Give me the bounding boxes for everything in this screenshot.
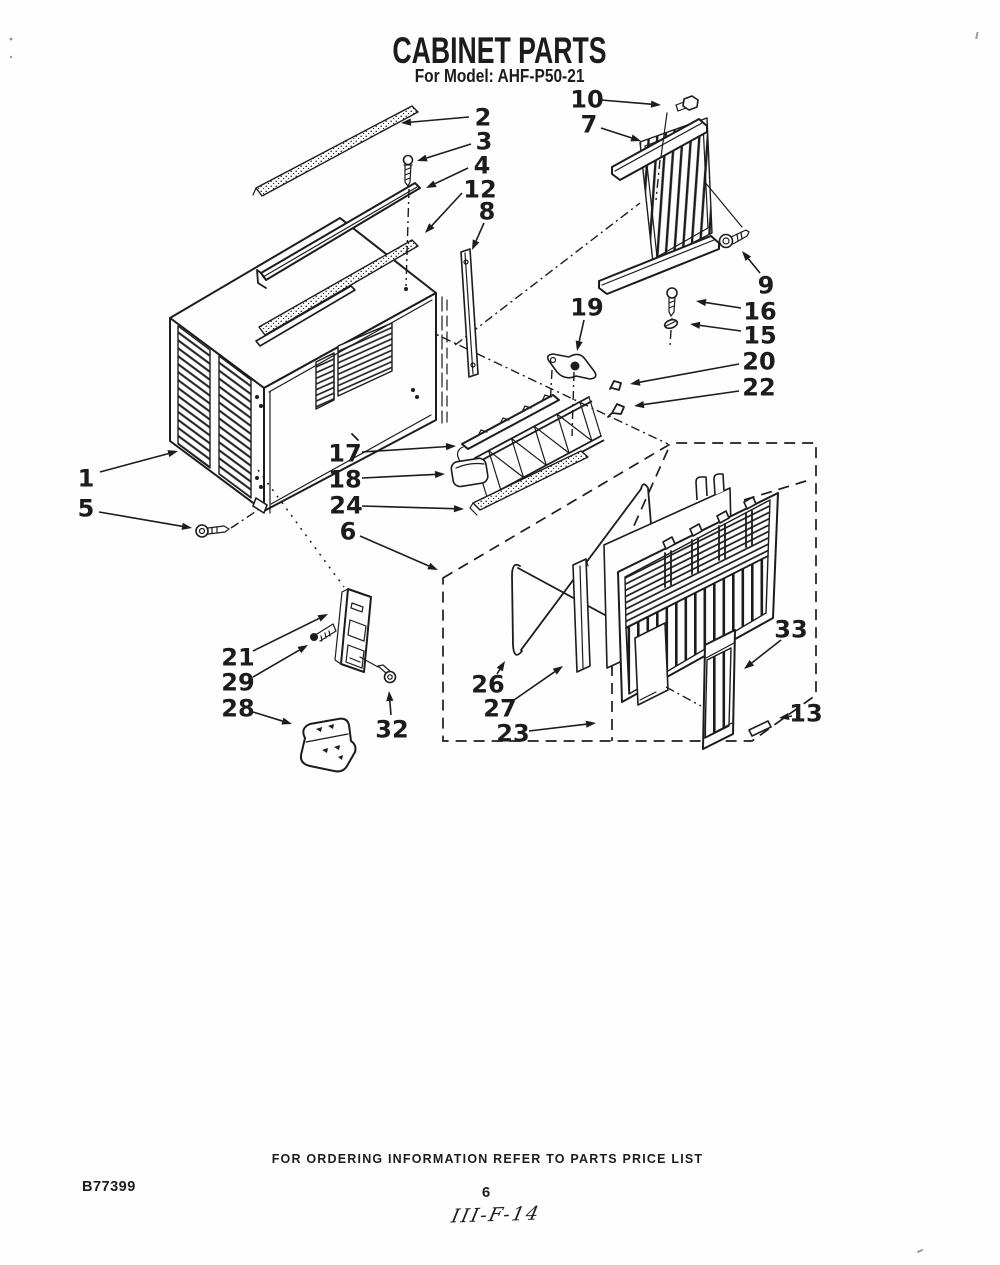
rear-grille-assembly xyxy=(599,96,749,294)
handwritten-reference: III-F-14 xyxy=(449,1202,543,1228)
clip-20 xyxy=(610,381,621,390)
clip-22 xyxy=(608,404,624,417)
part-number-5: 5 xyxy=(77,494,95,523)
part-number-15: 15 xyxy=(743,321,777,350)
cabinet-shell xyxy=(170,218,447,513)
part-number-33: 33 xyxy=(774,615,808,644)
callout-15 xyxy=(690,322,777,350)
part-number-23: 23 xyxy=(496,719,530,748)
callout-8 xyxy=(472,198,495,251)
callout-26 xyxy=(471,661,505,699)
bracket-28 xyxy=(301,719,356,772)
part-number-16: 16 xyxy=(743,297,777,326)
callout-9 xyxy=(742,251,774,300)
part-number-3: 3 xyxy=(475,127,493,156)
callout-1 xyxy=(78,450,178,492)
page-title: CABINET PARTS xyxy=(392,30,607,71)
part-number-17: 17 xyxy=(328,439,362,468)
part-number-21: 21 xyxy=(221,643,255,672)
part-number-8: 8 xyxy=(478,197,496,226)
support-rail-assembly xyxy=(450,395,603,515)
callout-5 xyxy=(78,495,192,530)
page-number: 6 xyxy=(481,1184,491,1201)
separator-panel-27 xyxy=(573,559,590,672)
callout-23 xyxy=(496,720,596,748)
part-number-2: 2 xyxy=(474,103,492,132)
part-number-26: 26 xyxy=(471,670,505,699)
callout-10 xyxy=(570,86,661,114)
nameplate-13 xyxy=(749,721,771,736)
part-number-24: 24 xyxy=(329,491,363,520)
part-number-4: 4 xyxy=(473,151,491,180)
part-number-22: 22 xyxy=(742,373,776,402)
base-frame xyxy=(475,397,603,501)
callout-18 xyxy=(328,466,445,494)
seal-strip-24 xyxy=(470,451,588,515)
document-number: B77399 xyxy=(82,1179,136,1195)
part-number-20: 20 xyxy=(742,347,776,376)
front-grille-23 xyxy=(618,493,778,705)
part-number-32: 32 xyxy=(375,715,409,744)
part-number-7: 7 xyxy=(580,110,598,139)
screw-5 xyxy=(196,510,258,537)
screw-21 xyxy=(310,624,336,641)
callout-28 xyxy=(221,695,292,725)
callout-21 xyxy=(221,614,328,672)
part-number-18: 18 xyxy=(328,465,362,494)
part-number-10: 10 xyxy=(570,85,604,114)
callout-32 xyxy=(375,691,408,744)
part-number-6: 6 xyxy=(339,517,357,546)
speed-nut-15 xyxy=(664,318,679,346)
part-number-27: 27 xyxy=(483,694,517,723)
drain-cup-18 xyxy=(450,457,488,487)
part-number-12: 12 xyxy=(463,175,497,204)
callout-19 xyxy=(570,294,603,352)
footer-note: FOR ORDERING INFORMATION REFER TO PARTS PRICE LIST xyxy=(271,1152,704,1166)
callout-7 xyxy=(581,111,641,142)
latch-bracket-19 xyxy=(548,354,596,436)
callout-6 xyxy=(340,518,438,571)
part-number-19: 19 xyxy=(570,293,604,322)
callout-13 xyxy=(779,700,823,728)
callout-24 xyxy=(329,492,464,520)
part-number-1: 1 xyxy=(77,464,95,493)
part-number-13: 13 xyxy=(789,699,823,728)
model-subtitle: For Model: AHF-P50-21 xyxy=(414,66,585,86)
part-number-28: 28 xyxy=(221,694,255,723)
part-number-9: 9 xyxy=(757,271,775,300)
side-curtain-strip-8 xyxy=(461,249,478,377)
part-number-29: 29 xyxy=(221,668,255,697)
